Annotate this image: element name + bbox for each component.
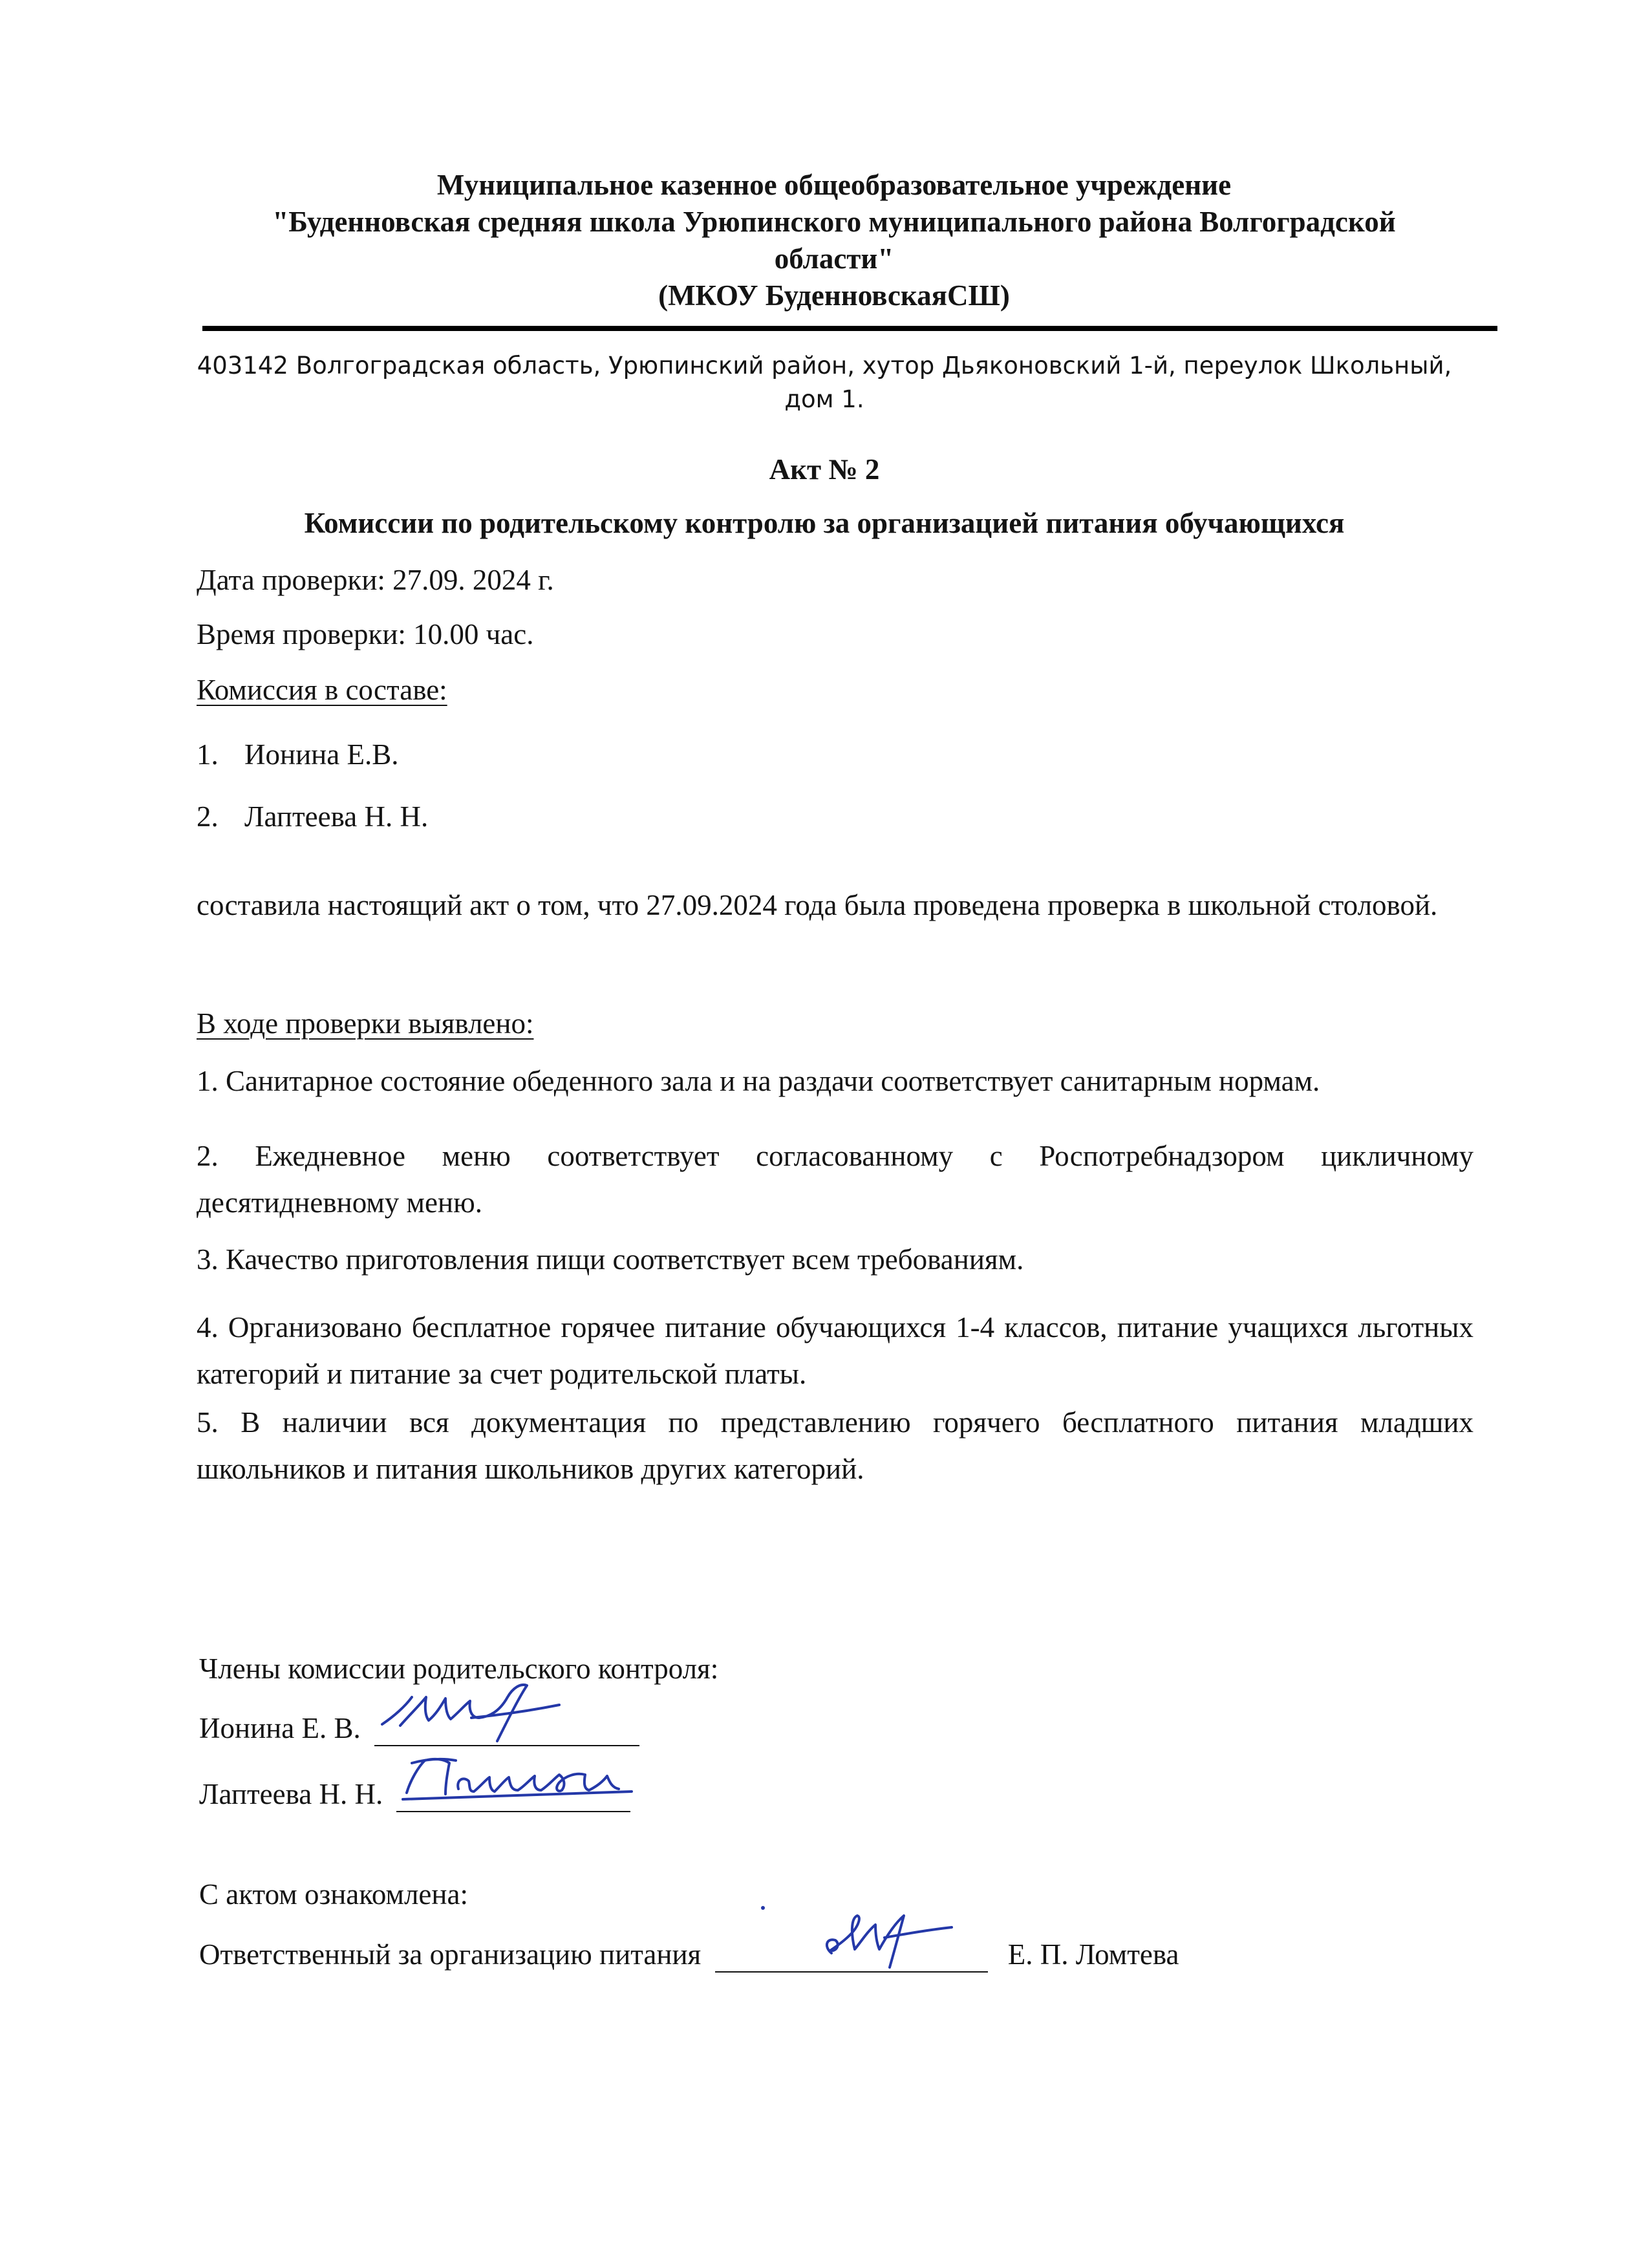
finding-item: 3. Качество приготовления пищи соответствует всем требованиям.: [197, 1243, 1024, 1276]
commission-heading: Комиссия в составе:: [197, 674, 447, 706]
school-short-name: (МКОУ БуденновскаяСШ): [658, 279, 1010, 312]
member-name: Ионина Е.В.: [244, 738, 399, 771]
school-address: [162, 349, 1487, 416]
member-number: 1.: [197, 738, 219, 771]
handwritten-signature: [374, 1678, 568, 1749]
finding-item: 5. В наличии вся документация по представлению горячего бесплатного питания младших школьников и питания школьников других категорий.: [197, 1406, 1473, 1485]
signer-name: Ионина Е. В.: [199, 1712, 361, 1744]
signature-line: [396, 1775, 630, 1812]
school-name-line1: Муниципальное казенное общеобразовательное учреждение: [436, 169, 1232, 201]
act-subtitle: Комиссии по родительскому контролю за организацией питания обучающихся: [304, 507, 1345, 539]
signature-line: [715, 1935, 988, 1973]
school-name-line2: "Буденновская средняя школа Урюпинского муниципального района Волгоградской: [272, 206, 1396, 238]
responsible-label: Ответственный за организацию питания: [199, 1938, 702, 1971]
commission-member: [197, 798, 428, 835]
act-title: Акт № 2: [769, 453, 880, 486]
check-time: Время проверки: 10.00 час.: [197, 618, 534, 650]
signer-name: Лаптеева Н. Н.: [199, 1778, 383, 1810]
address-line2: дом 1.: [784, 385, 864, 413]
member-signature-row: [199, 1775, 630, 1820]
findings-heading: В ходе проверки выявлено:: [197, 1007, 534, 1040]
member-number: 2.: [197, 800, 219, 833]
acquainted-heading: С актом ознакомлена:: [199, 1878, 468, 1910]
address-line1: 403142 Волгоградская область, Урюпинский район, хутор Дьяконовский 1-й, переулок Школьный,: [197, 352, 1452, 380]
handwritten-signature: [396, 1744, 636, 1815]
commission-member: [197, 736, 398, 773]
finding-item: 4. Организовано бесплатное горячее питание обучающихся 1-4 классов, питание учащихся льготных категорий и питание за счет родительской платы.: [197, 1311, 1473, 1390]
responsible-signature-row: [199, 1935, 1179, 1980]
member-name: Лаптеева Н. Н.: [244, 800, 429, 833]
responsible-name: Е. П. Ломтева: [1007, 1938, 1179, 1971]
school-name-line3: области": [774, 242, 894, 275]
signature-line: [374, 1709, 639, 1746]
check-date: Дата проверки: 27.09. 2024 г.: [197, 564, 554, 596]
finding-item: 2. Ежедневное меню соответствует согласованному с Роспотребнадзором цикличному десятидневному меню.: [197, 1140, 1473, 1219]
members-heading: Члены комиссии родительского контроля:: [199, 1653, 719, 1685]
act-statement: составила настоящий акт о том, что 27.09.2024 года была проведена проверка в школьной столовой.: [197, 889, 1438, 921]
finding-item: 1. Санитарное состояние обеденного зала и на раздачи соответствует санитарным нормам.: [197, 1065, 1320, 1097]
handwritten-signature: [715, 1891, 987, 1975]
header-divider: [202, 326, 1497, 331]
